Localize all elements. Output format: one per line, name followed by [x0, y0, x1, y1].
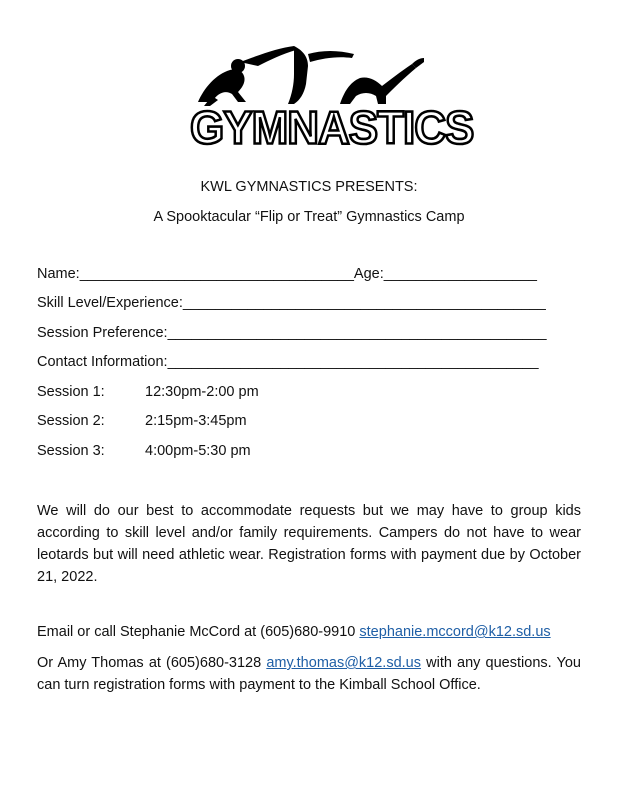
- session-label: Session 1:: [37, 384, 105, 400]
- contact-info-label: Contact Information:: [37, 354, 168, 370]
- session-preference-blank[interactable]: _______________________________________________: [167, 325, 547, 341]
- contact-info-row[interactable]: [37, 354, 539, 370]
- session-time: 2:15pm-3:45pm: [145, 413, 247, 429]
- notice-paragraph: We will do our best to accommodate requests but we may have to group kids according to skill level and/or family requirements. Campers do not have to wear leotards but will need athletic wear. Registration forms with payment due by October 21, 2022.: [37, 503, 581, 585]
- age-blank[interactable]: ___________________: [383, 266, 537, 282]
- name-field-row[interactable]: [37, 266, 537, 282]
- presents-heading: KWL GYMNASTICS PRESENTS:: [200, 179, 418, 195]
- contact-line-stephanie: [37, 624, 551, 640]
- gymnast-silhouettes-icon: [190, 44, 428, 106]
- stephanie-email-link[interactable]: stephanie.mccord@k12.sd.us: [359, 624, 551, 640]
- session-preference-label: Session Preference:: [37, 325, 168, 341]
- skill-blank[interactable]: _____________________________________________: [182, 295, 546, 311]
- contact-info-blank[interactable]: ______________________________________________: [167, 354, 539, 370]
- session-row: [37, 413, 247, 429]
- gymnastics-logo: [190, 44, 474, 164]
- session-row: [37, 443, 251, 459]
- contact-line-amy: [37, 652, 581, 696]
- camp-title: A Spooktacular “Flip or Treat” Gymnastics Camp: [153, 209, 465, 225]
- logo-wordmark: GYMNASTICS: [190, 102, 474, 155]
- session-time: 12:30pm-2:00 pm: [145, 384, 259, 400]
- session-row: [37, 384, 259, 400]
- age-label: Age:: [353, 266, 384, 282]
- session-preference-row[interactable]: [37, 325, 547, 341]
- name-label: Name:: [37, 266, 80, 282]
- contact-text: Or Amy Thomas at (605)680-3128: [37, 655, 267, 671]
- skill-label: Skill Level/Experience:: [37, 295, 183, 311]
- contact-tail-text: with any questions. You can turn registration forms with payment to the Kimball School Office.: [37, 655, 581, 693]
- amy-email-link[interactable]: amy.thomas@k12.sd.us: [266, 655, 421, 671]
- contact-text: Email or call Stephanie McCord at (605)680-9910: [37, 624, 360, 640]
- session-time: 4:00pm-5:30 pm: [145, 443, 251, 459]
- skill-field-row[interactable]: [37, 295, 546, 311]
- session-label: Session 2:: [37, 413, 105, 429]
- name-blank[interactable]: __________________________________: [79, 266, 354, 282]
- session-label: Session 3:: [37, 443, 105, 459]
